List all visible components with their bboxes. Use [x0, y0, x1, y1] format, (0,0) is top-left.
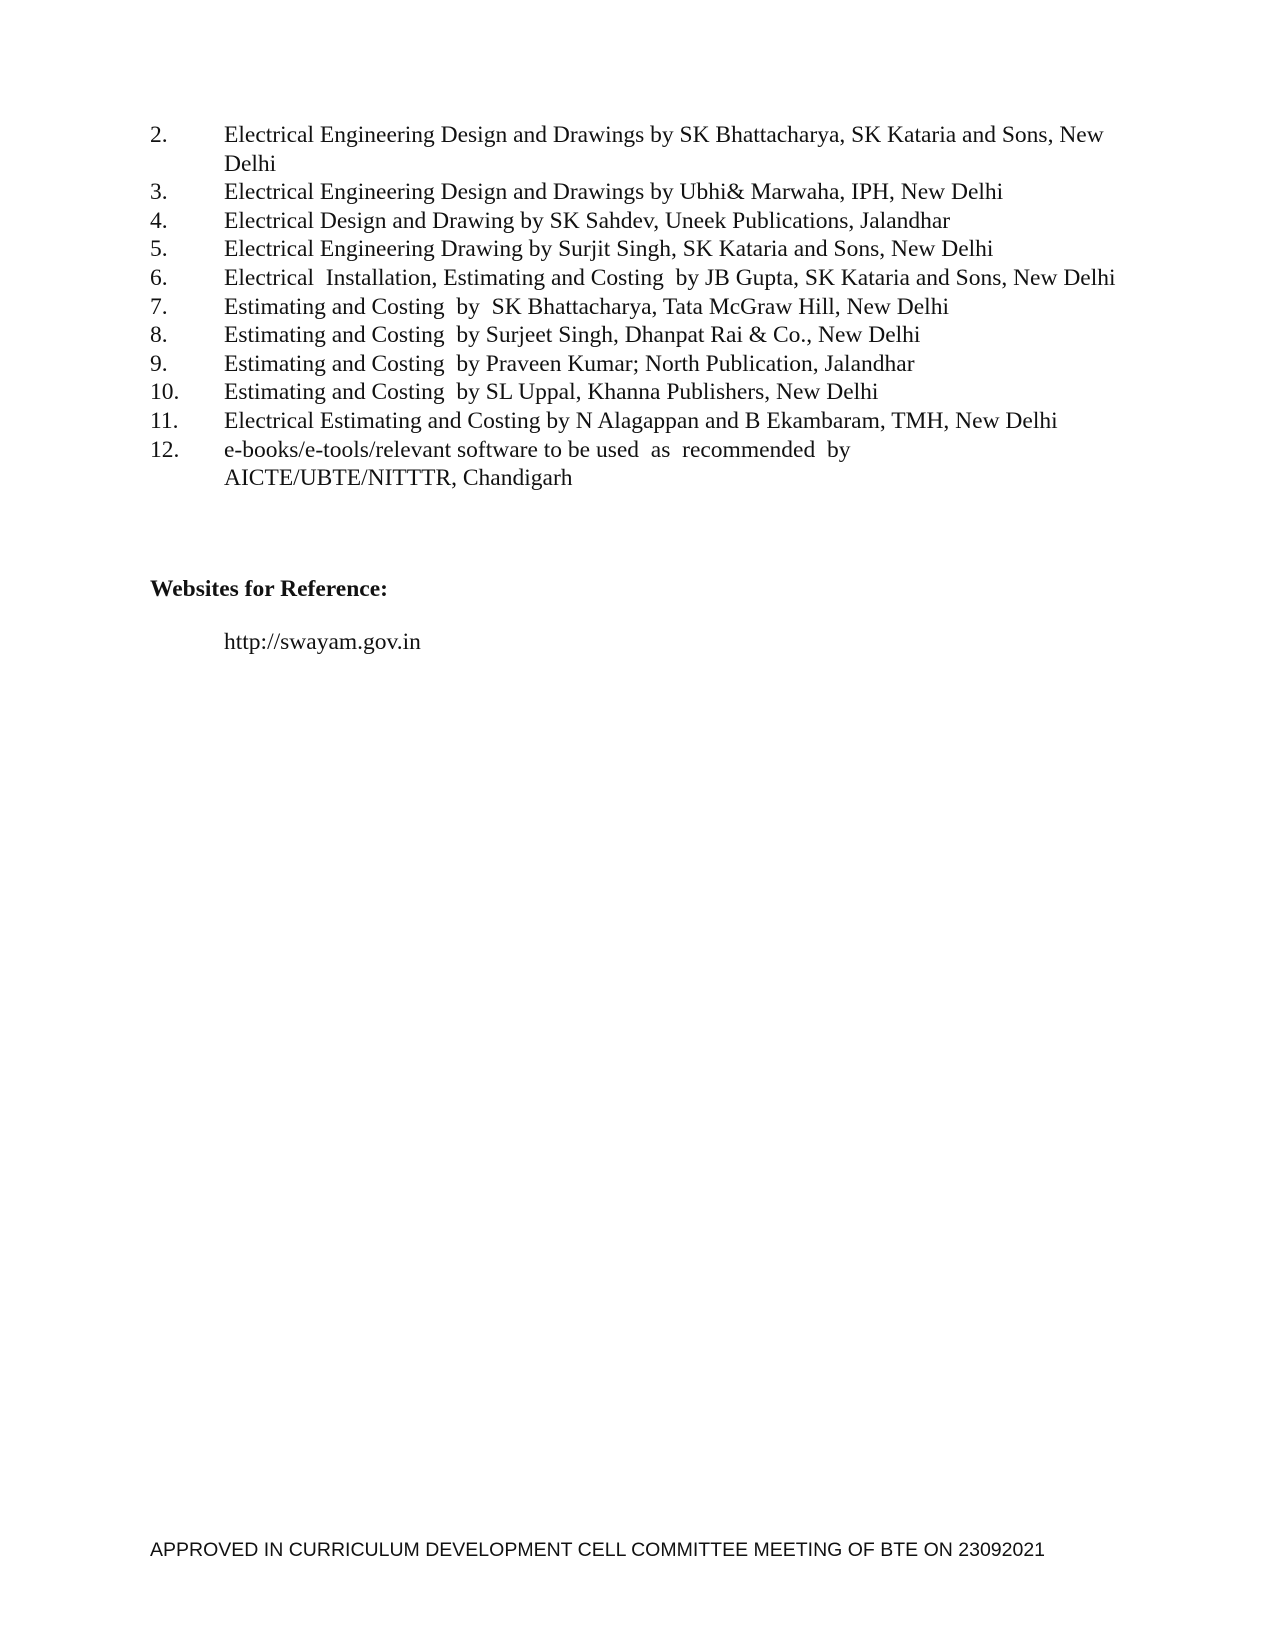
- reference-item: [150, 407, 1150, 436]
- reference-item: [150, 350, 1150, 379]
- reference-item: [150, 264, 1150, 293]
- reference-number: 12.: [150, 436, 180, 463]
- reference-item: [150, 235, 1150, 264]
- reference-text: Estimating and Costing by SK Bhattacharya, Tata McGraw Hill, New Delhi: [224, 293, 949, 320]
- reference-text: Estimating and Costing by Surjeet Singh, Dhanpat Rai & Co., New Delhi: [224, 322, 921, 349]
- reference-text: Estimating and Costing by SL Uppal, Khanna Publishers, New Delhi: [224, 379, 879, 406]
- websites-heading: Websites for Reference:: [150, 576, 388, 602]
- reference-number: 8.: [150, 322, 168, 349]
- reference-number: 11.: [150, 407, 179, 434]
- reference-number: 4.: [150, 207, 168, 234]
- reference-number: 6.: [150, 264, 168, 291]
- reference-item: [150, 178, 1150, 207]
- website-link-swayam[interactable]: http://swayam.gov.in: [224, 629, 421, 655]
- reference-number: 9.: [150, 350, 168, 377]
- reference-book-list: [150, 121, 1150, 493]
- reference-text: Electrical Engineering Drawing by Surjit Singh, SK Kataria and Sons, New Delhi: [224, 236, 994, 263]
- approval-footer: APPROVED IN CURRICULUM DEVELOPMENT CELL COMMITTEE MEETING OF BTE ON 23092021: [150, 1539, 1046, 1561]
- reference-item: [150, 121, 1150, 178]
- reference-text: Estimating and Costing by Praveen Kumar; North Publication, Jalandhar: [224, 350, 915, 377]
- reference-text: Electrical Engineering Design and Drawings by SK Bhattacharya, SK Kataria and Sons, New Delhi: [224, 122, 1110, 177]
- reference-item: [150, 378, 1150, 407]
- reference-item: [150, 321, 1150, 350]
- reference-item: [150, 436, 1150, 493]
- reference-text: Electrical Installation, Estimating and Costing by JB Gupta, SK Kataria and Sons, New Delhi: [224, 264, 1116, 291]
- reference-item: [150, 207, 1150, 236]
- reference-text: Electrical Engineering Design and Drawings by Ubhi& Marwaha, IPH, New Delhi: [224, 179, 1004, 206]
- reference-text: Electrical Design and Drawing by SK Sahdev, Uneek Publications, Jalandhar: [224, 207, 951, 234]
- reference-number: 7.: [150, 293, 168, 320]
- reference-number: 3.: [150, 179, 168, 206]
- reference-text: e-books/e-tools/relevant software to be used as recommended by AICTE/UBTE/NITTTR, Chandigarh: [224, 436, 851, 492]
- reference-number: 10.: [150, 379, 180, 406]
- reference-number: 5.: [150, 236, 168, 263]
- reference-text: Electrical Estimating and Costing by N Alagappan and B Ekambaram, TMH, New Delhi: [224, 407, 1058, 434]
- reference-number: 2.: [150, 122, 168, 148]
- reference-item: [150, 293, 1150, 322]
